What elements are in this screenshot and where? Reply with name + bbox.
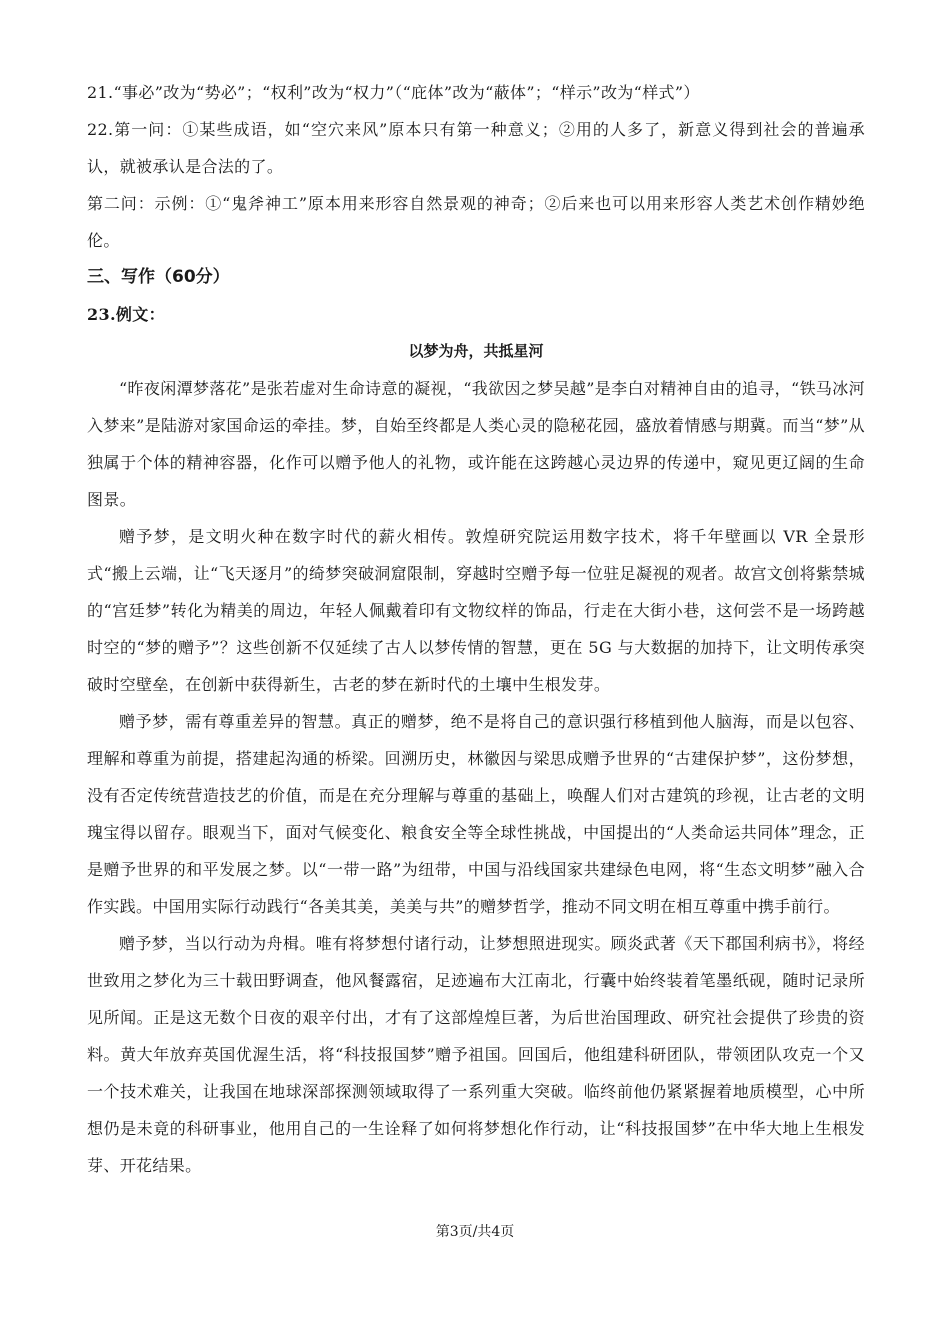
essay-title: 以梦为舟，共抵星河	[408, 342, 544, 360]
item-23-label: 23.例文：	[87, 305, 165, 324]
answer-21: 21.“事必”改为“势必”；“权利”改为“权力”（“庇体”改为“蔽体”；“样示”改为“样式”）	[87, 83, 700, 102]
page-number: 第3页/共4页	[435, 1224, 515, 1240]
essay-paragraph-2: 赠予梦，是文明火种在数字时代的薪火相传。敦煌研究院运用数字技术，将千年壁画以 VR 全景形式“搬上云端，让“飞天逐月”的绮梦突破洞窟限制，穿越时空赠予每一位驻足凝视的观者。故宫文创将紫禁城的“宫廷梦”转化为精美的周边，年轻人佩戴着印有文物纹样的饰品，行走在大街小巷，这何尝不是一场跨越时空的“梦的赠予”？这些创新不仅延续了古人以梦传情的智慧，更在 5G 与大数据的加持下，让文明传承突破时空壁垒，在创新中获得新生，古老的梦在新时代的土壤中生根发芽。	[87, 527, 865, 694]
document-page	[87, 74, 865, 1184]
essay-paragraph-3: 赠予梦，需有尊重差异的智慧。真正的赠梦，绝不是将自己的意识强行移植到他人脑海，而是以包容、理解和尊重为前提，搭建起沟通的桥梁。回溯历史，林徽因与梁思成赠予世界的“古建保护梦”，这份梦想，没有否定传统营造技艺的价值，而是在充分理解与尊重的基础上，唤醒人们对古建筑的珍视，让古老的文明瑰宝得以留存。眼观当下，面对气候变化、粮食安全等全球性挑战，中国提出的“人类命运共同体”理念，正是赠予世界的和平发展之梦。以“一带一路”为纽带，中国与沿线国家共建绿色电网，将“生态文明梦”融入合作实践。中国用实际行动践行“各美其美，美美与共”的赠梦哲学，推动不同文明在相互尊重中携手前行。	[87, 712, 865, 916]
answer-22-part-2: 第二问：示例：①“鬼斧神工”原本用来形容自然景观的神奇；②后来也可以用来形容人类艺术创作精妙绝伦。	[87, 194, 865, 250]
section-heading-writing: 三、写作（60分）	[87, 267, 230, 287]
essay-paragraph-4: 赠予梦，当以行动为舟楫。唯有将梦想付诸行动，让梦想照进现实。顾炎武著《天下郡国利病书》，将经世致用之梦化为三十载田野调查，他风餐露宿，足迹遍布大江南北，行囊中始终装着笔墨纸砚，随时记录所见所闻。正是这无数个日夜的艰辛付出，才有了这部煌煌巨著，为后世治国理政、研究社会提供了珍贵的资料。黄大年放弃英国优渥生活，将“科技报国梦”赠予祖国。回国后，他组建科研团队，带领团队攻克一个又一个技术难关，让我国在地球深部探测领域取得了一系列重大突破。临终前他仍紧紧握着地质模型，心中所想仍是未竟的科研事业，他用自己的一生诠释了如何将梦想化作行动，让“科技报国梦”在中华大地上生根发芽、开花结果。	[87, 934, 865, 1175]
answer-22-part-1: 22.第一问：①某些成语，如“空穴来风”原本只有第一种意义；②用的人多了，新意义得到社会的普遍承认，就被承认是合法的了。	[87, 120, 865, 176]
essay-paragraph-1: “昨夜闲潭梦落花”是张若虚对生命诗意的凝视，“我欲因之梦吴越”是李白对精神自由的追寻，“铁马冰河入梦来”是陆游对家国命运的牵挂。梦，自始至终都是人类心灵的隐秘花园，盛放着情感与期冀。而当“梦”从独属于个体的精神容器，化作可以赠予他人的礼物，或许能在这跨越心灵边界的传递中，窥见更辽阔的生命图景。	[87, 379, 865, 509]
